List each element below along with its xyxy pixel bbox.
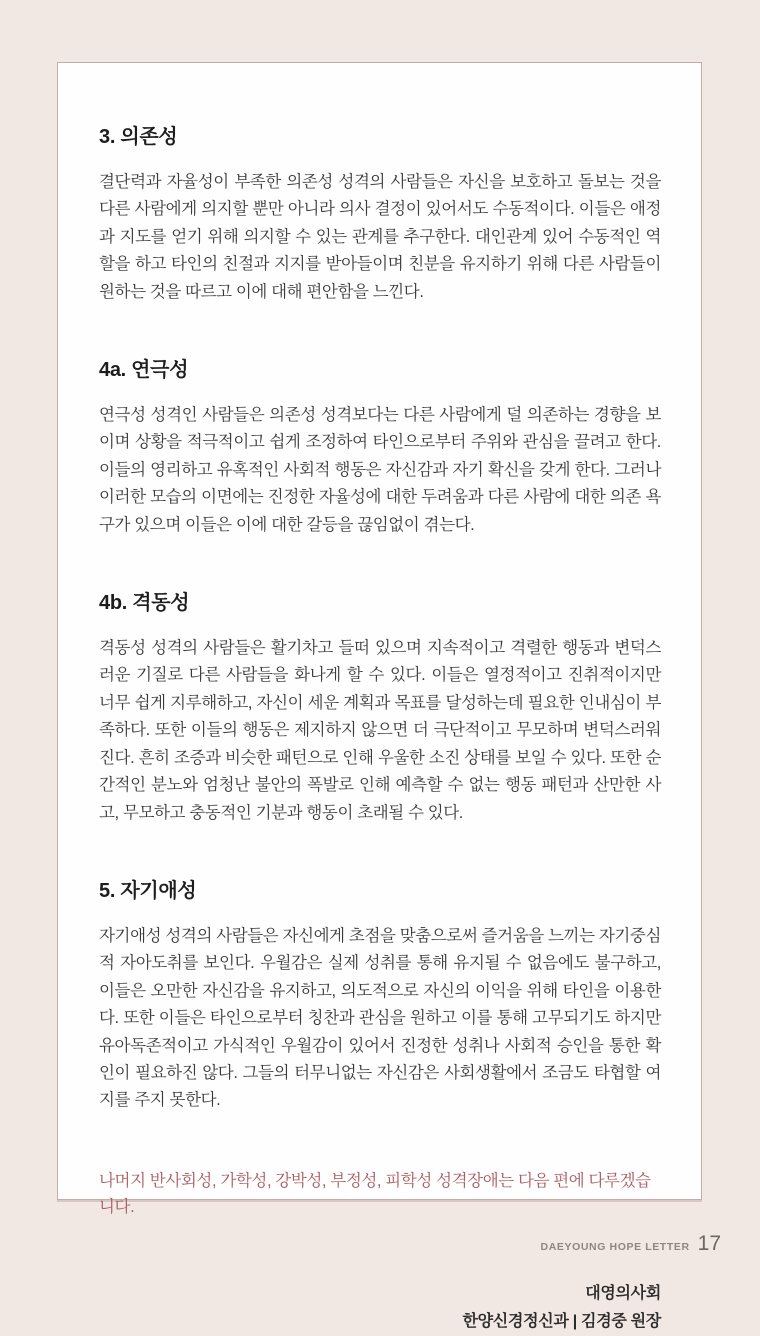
section-heading: 4b. 격동성 [99,592,190,615]
signature-org: 대영의사회 [585,1284,661,1302]
section-dependency [99,126,661,306]
footer-brand: DAEYOUNG HOPE LETTER [540,1241,690,1253]
section-body: 격동성 성격의 사람들은 활기차고 들떠 있으며 지속적이고 격렬한 행동과 변덕스러운 기질로 다른 사람들을 화나게 할 수 있다. 이들은 열정적이고 진취적이지만 너무 쉽게 지루해하고, 자신이 세운 계획과 목표를 달성하는데 필요한 인내심이 부족하다. 또한 이들의 행동은 제지하지 않으면 더 극단적이고 무모하며 변덕스러워진다. 흔히 조증과 비슷한 패턴으로 인해 우울한 소진 상태를 보일 수 있다. 또한 순간적인 분노와 엄청난 불안의 폭발로 인해 예측할 수 없는 행동 패턴과 산만한 사고, 무모하고 충동적인 기분과 행동이 초래될 수 있다. [99,639,661,822]
section-heading: 4a. 연극성 [99,359,189,382]
section-body: 연극성 성격인 사람들은 의존성 성격보다는 다른 사람에게 덜 의존하는 경향을 보이며 상황을 적극적이고 쉽게 조정하여 타인으로부터 주위와 관심을 끌려고 한다. 이들의 영리하고 유혹적인 사회적 행동은 자신감과 자기 확신을 갖게 한다. 그러나 이러한 모습의 이면에는 진정한 자율성에 대한 두려움과 다른 사람에 대한 의존 욕구가 있으며 이들은 이에 대한 갈등을 끊임없이 겪는다. [99,406,661,534]
section-heading: 3. 의존성 [99,126,178,148]
section-narcissistic [99,880,661,1115]
next-issue-note: 나머지 반사회성, 가학성, 강박성, 부정성, 피학성 성격장애는 다음 편에 다루겠습니다. [99,1171,651,1216]
section-histrionic [99,359,661,539]
signature-block [99,1280,661,1336]
section-heading: 5. 자기애성 [99,879,197,902]
footer-page-number: 17 [697,1232,721,1255]
section-body: 자기애성 성격의 사람들은 자신에게 초점을 맞춤으로써 즐거움을 느끼는 자기중심적 자아도취를 보인다. 우월감은 실제 성취를 통해 유지될 수 없음에도 불구하고, 이들은 오만한 자신감을 유지하고, 의도적으로 자신의 이익을 위해 타인을 이용한다. 또한 이들은 타인으로부터 칭찬과 관심을 원하고 이를 통해 고무되기도 하지만 유아독존적이고 가식적인 우월감이 있어서 진정한 성취나 사회적 승인을 통한 확인이 필요하진 않다. 그들의 터무니없는 자신감은 사회생활에서 조금도 타협할 여지를 주지 못한다. [99,926,661,1110]
section-body: 결단력과 자율성이 부족한 의존성 성격의 사람들은 자신을 보호하고 돌보는 것을 다른 사람에게 의지할 뿐만 아니라 의사 결정이 있어서도 수동적이다. 이들은 애정과 지도를 얻기 위해 의지할 수 있는 관계를 추구한다. 대인관계 있어 수동적인 역할을 하고 타인의 친절과 지지를 받아들이며 친분을 유지하기 위해 다른 사람들이 원하는 것을 따르고 이에 대해 편안함을 느낀다. [99,173,661,301]
signature-author: 한양신경정신과 | 김경중 원장 [462,1312,661,1330]
page-footer [541,1232,721,1256]
section-turbulent [99,592,661,827]
